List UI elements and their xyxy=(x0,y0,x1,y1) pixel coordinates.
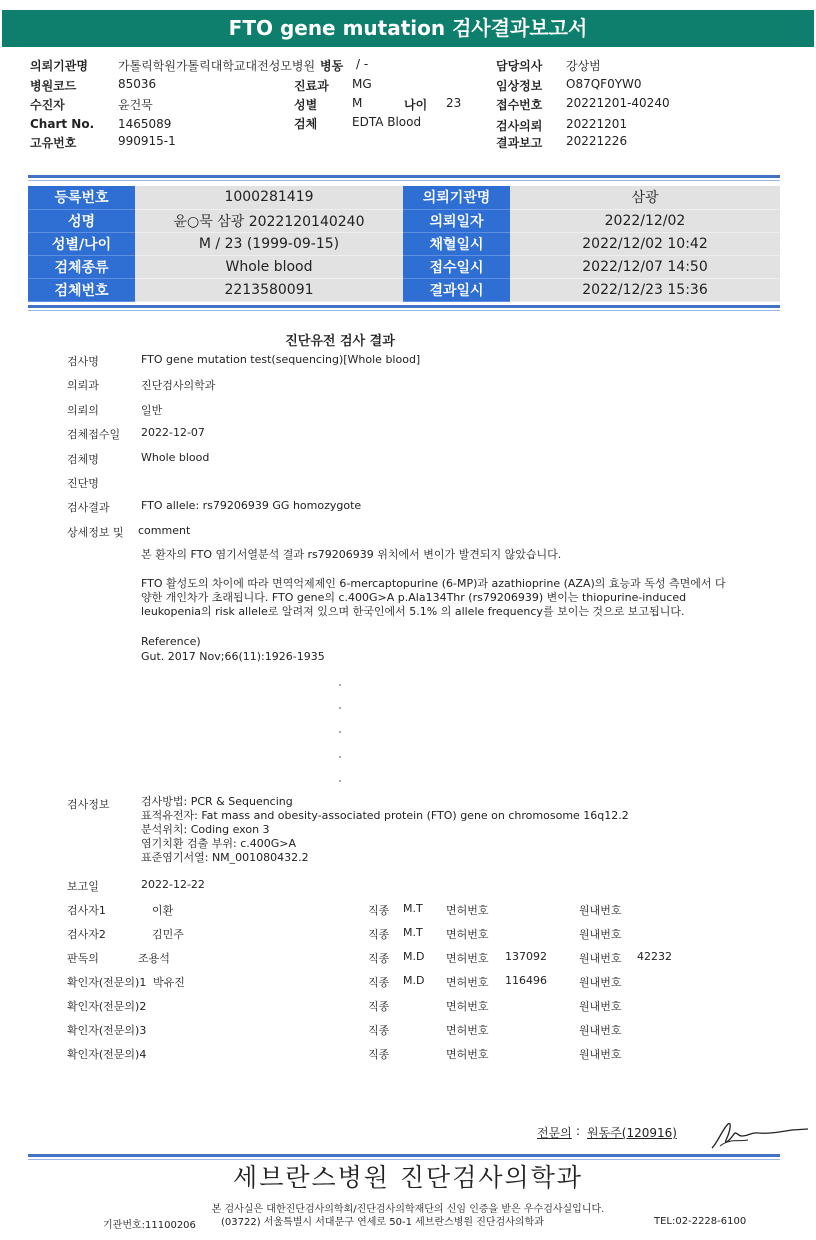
patient-label: 수진자 xyxy=(30,98,65,112)
table-key: 성명 xyxy=(28,209,135,232)
physician-value: 강상범 xyxy=(566,59,601,73)
table-row xyxy=(28,278,780,301)
patient-value: 윤건묵 xyxy=(118,98,153,112)
role: 검사자1 xyxy=(67,904,106,917)
hospital-code-value: 85036 xyxy=(118,77,157,91)
dept-value: 진단검사의학과 xyxy=(141,379,216,392)
license-value: 116496 xyxy=(505,974,547,987)
table-key: 의뢰기관명 xyxy=(403,186,510,209)
request-label: 검사의뢰 xyxy=(496,119,543,133)
license-label: 면허번호 xyxy=(446,1000,489,1013)
clinical-value: O87QF0YW0 xyxy=(566,77,642,91)
table-key: 검체종류 xyxy=(28,255,135,278)
license-label: 면허번호 xyxy=(446,976,489,989)
person-name: 이환 xyxy=(152,904,174,917)
license-label: 면허번호 xyxy=(446,1024,489,1037)
role: 확인자(전문의)3 xyxy=(67,1024,147,1037)
diagnosis-label: 진단명 xyxy=(67,477,99,490)
ward-value: / - xyxy=(356,57,369,71)
divider xyxy=(28,180,780,181)
unique-label: 고유번호 xyxy=(30,136,77,150)
staff-value: 42232 xyxy=(637,950,672,963)
dept-label: 진료과 xyxy=(294,79,329,93)
divider xyxy=(28,310,780,311)
role: 확인자(전문의)1 xyxy=(67,976,147,989)
footer-tel: TEL:02-2228-6100 xyxy=(654,1216,747,1227)
test-variant-site: 염기치환 검출 부위: c.400G>A xyxy=(141,837,297,850)
doctor-value: 일반 xyxy=(141,404,163,417)
test-name-value: FTO gene mutation test(sequencing)[Whole blood] xyxy=(141,353,421,366)
divider xyxy=(28,305,780,308)
staff-label: 원내번호 xyxy=(579,1000,622,1013)
license-label: 면허번호 xyxy=(446,928,489,941)
table-value: 2022/12/02 xyxy=(510,209,780,232)
table-value: 윤○묵 삼광 2022120140240 xyxy=(135,209,403,232)
divider xyxy=(28,175,780,178)
institution-label: 의뢰기관명 xyxy=(30,59,88,73)
chart-label: Chart No. xyxy=(30,117,95,131)
unique-value: 990915-1 xyxy=(118,134,176,148)
institution-value: 가톨릭학원가톨릭대학교대전성모병원 xyxy=(118,59,316,73)
table-key: 결과일시 xyxy=(403,278,510,301)
specialist-label: 전문의 xyxy=(537,1126,572,1140)
dot-mark xyxy=(339,731,341,733)
report-date-value: 20221226 xyxy=(566,134,628,148)
role: 확인자(전문의)4 xyxy=(67,1048,147,1061)
staff-label: 원내번호 xyxy=(579,1048,622,1061)
request-value: 20221201 xyxy=(566,117,628,131)
sex-value: M xyxy=(352,96,363,110)
dept-value: MG xyxy=(352,77,372,91)
ward-label: 병동 xyxy=(320,59,344,73)
table-key: 성별/나이 xyxy=(28,232,135,255)
staff-label: 원내번호 xyxy=(579,928,622,941)
test-method: 검사방법: PCR & Sequencing xyxy=(141,795,293,808)
comment-label: comment xyxy=(138,524,191,537)
role: 판독의 xyxy=(67,952,99,965)
staff-label: 원내번호 xyxy=(579,904,622,917)
job-value: M.T xyxy=(403,902,423,915)
comment-line-1: 본 환자의 FTO 염기서열분석 결과 rs79206939 위치에서 변이가 발견되지 않았습니다. xyxy=(141,548,562,561)
sex-label: 성별 xyxy=(294,98,318,112)
staff-label: 원내번호 xyxy=(579,976,622,989)
person-name: 조용석 xyxy=(138,952,170,965)
specimen-label: 검체명 xyxy=(67,453,99,466)
staff-label: 원내번호 xyxy=(579,1024,622,1037)
job-label: 직종 xyxy=(368,1024,390,1037)
staff-label: 원내번호 xyxy=(579,952,622,965)
report-title: FTO gene mutation 검사결과보고서 xyxy=(2,10,814,47)
license-label: 면허번호 xyxy=(446,952,489,965)
job-value: M.T xyxy=(403,926,423,939)
table-key: 등록번호 xyxy=(28,186,135,209)
section-title: 진단유전 검사 결과 xyxy=(285,334,395,349)
clinical-label: 임상정보 xyxy=(496,79,543,93)
test-region: 분석위치: Coding exon 3 xyxy=(141,823,270,836)
divider xyxy=(28,1154,780,1157)
job-value: M.D xyxy=(403,950,425,963)
footer-address: (03722) 서울특별시 서대문구 연세로 50-1 세브란스병원 진단검사의학과 xyxy=(221,1217,544,1228)
table-row xyxy=(28,255,780,278)
doctor-label: 의뢰의 xyxy=(67,404,99,417)
result-value: FTO allele: rs79206939 GG homozygote xyxy=(141,499,362,512)
job-label: 직종 xyxy=(368,1048,390,1061)
table-value: 2213580091 xyxy=(135,278,403,301)
test-target-gene: 표적유전자: Fat mass and obesity-associated protein (FTO) gene on chromosome 16q12.2 xyxy=(141,809,629,822)
table-value: 삼광 xyxy=(510,186,780,209)
table-value: 1000281419 xyxy=(135,186,403,209)
dot-mark xyxy=(339,756,341,758)
license-label: 면허번호 xyxy=(446,904,489,917)
license-value: 137092 xyxy=(505,950,547,963)
person-name: 박유진 xyxy=(153,976,185,989)
test-info-label: 검사정보 xyxy=(67,798,110,811)
table-row xyxy=(28,186,780,209)
job-label: 직종 xyxy=(368,952,390,965)
patient-info-table xyxy=(28,186,780,302)
receipt-date-label: 검체접수일 xyxy=(67,428,121,441)
receipt-date-value: 2022-12-07 xyxy=(141,426,205,439)
role: 검사자2 xyxy=(67,928,106,941)
job-value: M.D xyxy=(403,974,425,987)
physician-label: 담당의사 xyxy=(496,59,543,73)
table-value: M / 23 (1999-09-15) xyxy=(135,232,403,255)
reference-value: Gut. 2017 Nov;66(11):1926-1935 xyxy=(141,650,325,663)
dept-label: 의뢰과 xyxy=(67,379,99,392)
age-value: 23 xyxy=(446,96,462,110)
job-label: 직종 xyxy=(368,1000,390,1013)
job-label: 직종 xyxy=(368,928,390,941)
table-value: 2022/12/02 10:42 xyxy=(510,232,780,255)
report-date-label: 보고일 xyxy=(67,880,99,893)
dot-mark xyxy=(339,780,341,782)
role: 확인자(전문의)2 xyxy=(67,1000,147,1013)
license-label: 면허번호 xyxy=(446,1048,489,1061)
test-info-block xyxy=(141,795,731,865)
table-key: 채혈일시 xyxy=(403,232,510,255)
table-value: Whole blood xyxy=(135,255,403,278)
dot-mark xyxy=(339,684,341,686)
reference-label: Reference) xyxy=(141,635,201,648)
signature-scribble xyxy=(708,1118,812,1154)
specimen-value: EDTA Blood xyxy=(352,115,422,129)
specimen-value: Whole blood xyxy=(141,451,210,464)
detail-label: 상세정보 및 xyxy=(67,526,124,539)
table-key: 검체번호 xyxy=(28,278,135,301)
receipt-value: 20221201-40240 xyxy=(566,96,670,110)
table-row xyxy=(28,209,780,232)
report-date-value: 2022-12-22 xyxy=(141,878,205,891)
report-date-label: 결과보고 xyxy=(496,136,543,150)
table-value: 2022/12/23 15:36 xyxy=(510,278,780,301)
job-label: 직종 xyxy=(368,976,390,989)
table-key: 의뢰일자 xyxy=(403,209,510,232)
footer-org-code: 기관번호:11100206 xyxy=(103,1220,196,1231)
dot-mark xyxy=(339,707,341,709)
table-value: 2022/12/07 14:50 xyxy=(510,255,780,278)
receipt-label: 접수번호 xyxy=(496,98,543,112)
test-name-label: 검사명 xyxy=(67,355,99,368)
footer-certification: 본 검사실은 대한진단검사의학회/진단검사의학재단의 신임 인증을 받은 우수검사실입니다. xyxy=(211,1204,605,1215)
result-label: 검사결과 xyxy=(67,501,110,514)
table-key: 접수일시 xyxy=(403,255,510,278)
specimen-label: 검체 xyxy=(294,117,318,131)
person-name: 김민주 xyxy=(152,928,184,941)
chart-value: 1465089 xyxy=(118,117,172,131)
colon: : xyxy=(576,1124,581,1138)
hospital-code-label: 병원코드 xyxy=(30,79,77,93)
job-label: 직종 xyxy=(368,904,390,917)
age-label: 나이 xyxy=(404,98,428,112)
specialist-name: 원동주(120916) xyxy=(587,1126,677,1140)
comment-paragraph: FTO 활성도의 차이에 따라 면역억제제인 6-mercaptopurine (6-MP)과 azathioprine (AZA)의 효능과 독성 측면에서 다양한 개인차가 초래됩니다. FTO gene의 c.400G>A p.Ala134Thr (rs79206939) 변이는 thiopurine-induced leukopenia의 risk allele로 알려져 있으며 한국인에서 5.1% 의 allele frequency를 보이는 것으로 보고됩니다. xyxy=(141,577,726,618)
test-reference-seq: 표준염기서열: NM_001080432.2 xyxy=(141,851,309,864)
table-row xyxy=(28,232,780,255)
footer-org: 세브란스병원 진단검사의학과 xyxy=(233,1163,583,1192)
